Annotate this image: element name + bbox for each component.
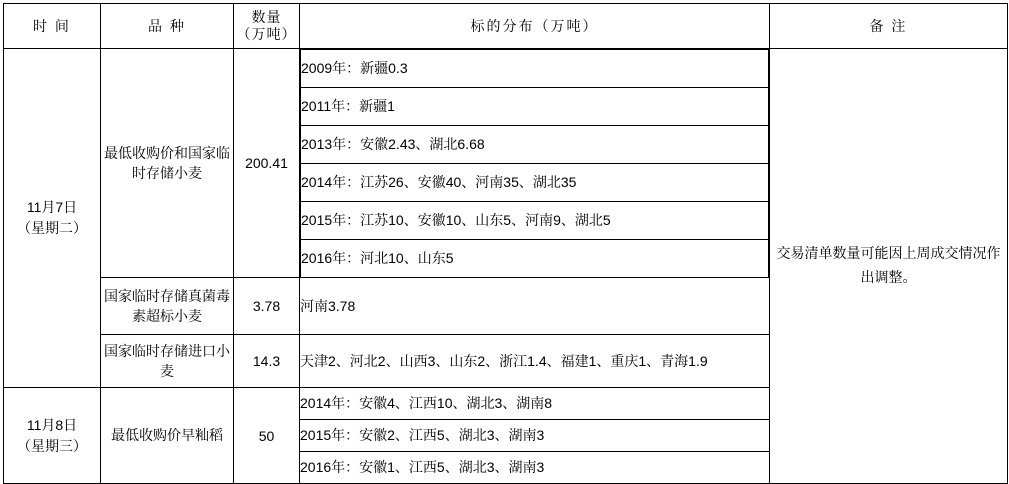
date-cell-2 — [4, 388, 101, 484]
header-distribution: 标的分布（万吨） — [300, 4, 770, 49]
list-item: 2011年：新疆1 — [301, 88, 769, 126]
note-cell: 交易清单数量可能因上周成交情况作出调整。 — [770, 49, 1008, 484]
distribution-cell-wheat-imported: 天津2、河北2、山西3、山东2、浙江1.4、福建1、重庆1、青海1.9 — [300, 335, 770, 388]
date-cell-1 — [4, 49, 101, 388]
auction-schedule-table — [3, 3, 1008, 484]
list-item: 2013年：安徽2.43、湖北6.68 — [301, 126, 769, 164]
list-item: 2014年：江苏26、安徽40、河南35、湖北35 — [301, 164, 769, 202]
variety-cell-wheat-min-price: 最低收购价和国家临时存储小麦 — [101, 49, 234, 278]
header-quantity — [234, 4, 300, 49]
list-item: 2016年：河北10、山东5 — [301, 240, 769, 278]
header-variety: 品 种 — [101, 4, 234, 49]
distribution-sublist — [300, 49, 769, 277]
variety-cell-wheat-imported: 国家临时存储进口小麦 — [101, 335, 234, 388]
header-note: 备 注 — [770, 4, 1008, 49]
header-time: 时 间 — [4, 4, 101, 49]
variety-cell-wheat-mycotoxin: 国家临时存储真菌毒素超标小麦 — [101, 278, 234, 335]
list-item: 2015年：安徽2、江西5、湖北3、湖南3 — [300, 420, 770, 452]
header-quantity-line1: 数量 — [251, 8, 282, 25]
list-item: 2015年：江苏10、安徽10、山东5、河南9、湖北5 — [301, 202, 769, 240]
table-header-row — [4, 4, 1008, 49]
quantity-cell-wheat-mycotoxin: 3.78 — [234, 278, 300, 335]
variety-cell-early-indica-rice: 最低收购价早籼稻 — [101, 388, 234, 484]
list-item: 2016年：安徽1、江西5、湖北3、湖南3 — [300, 452, 770, 484]
date-line1: 11月7日 — [26, 199, 78, 215]
table-row — [4, 49, 1008, 278]
document-page — [0, 3, 1009, 476]
distribution-cell-wheat-mycotoxin: 河南3.78 — [300, 278, 770, 335]
date-line2: （星期二） — [17, 220, 87, 236]
distribution-cell-wheat-min-price — [300, 49, 770, 278]
list-item: 2009年：新疆0.3 — [301, 50, 769, 88]
date-line2: （星期三） — [17, 437, 87, 454]
quantity-cell-wheat-min-price: 200.41 — [234, 49, 300, 278]
quantity-cell-early-indica-rice: 50 — [234, 388, 300, 484]
quantity-cell-wheat-imported: 14.3 — [234, 335, 300, 388]
date-line1: 11月8日 — [26, 416, 78, 433]
header-quantity-line2: （万吨） — [236, 26, 297, 42]
list-item: 2014年：安徽4、江西10、湖北3、湖南8 — [300, 388, 770, 420]
